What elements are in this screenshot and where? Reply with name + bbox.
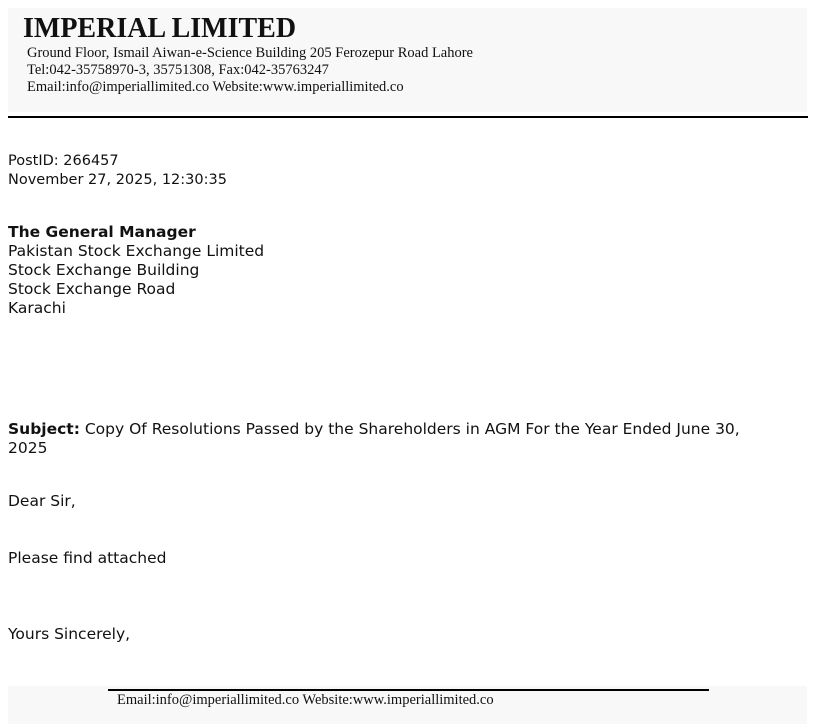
recipient-block <box>8 223 264 318</box>
company-name: IMPERIAL LIMITED <box>23 13 297 44</box>
letter-body: Please find attached <box>8 549 167 567</box>
post-id: PostID: 266457 <box>8 153 119 169</box>
subject-line <box>8 420 768 458</box>
recipient-line-1: Pakistan Stock Exchange Limited <box>8 242 265 260</box>
recipient-title: The General Manager <box>8 223 196 241</box>
footer-email-website: Email:info@imperiallimited.co Website:www.imperiallimited.co <box>117 692 494 708</box>
post-date: November 27, 2025, 12:30:35 <box>8 172 227 188</box>
company-phone-fax: Tel:042-35758970-3, 35751308, Fax:042-35763247 <box>27 62 329 78</box>
company-email-website: Email:info@imperiallimited.co Website:www.imperiallimited.co <box>27 79 404 95</box>
footer-divider <box>108 689 709 691</box>
letter-closing: Yours Sincerely, <box>8 625 131 643</box>
recipient-line-4: Karachi <box>8 299 66 317</box>
header-divider <box>8 116 808 118</box>
company-address: Ground Floor, Ismail Aiwan-e-Science Building 205 Ferozepur Road Lahore <box>27 45 473 61</box>
recipient-line-2: Stock Exchange Building <box>8 261 200 279</box>
subject-text: Copy Of Resolutions Passed by the Shareholders in AGM For the Year Ended June 30, 2025 <box>8 420 740 457</box>
salutation: Dear Sir, <box>8 492 76 510</box>
recipient-line-3: Stock Exchange Road <box>8 280 176 298</box>
subject-label: Subject: <box>8 420 80 438</box>
letterhead <box>8 8 807 112</box>
